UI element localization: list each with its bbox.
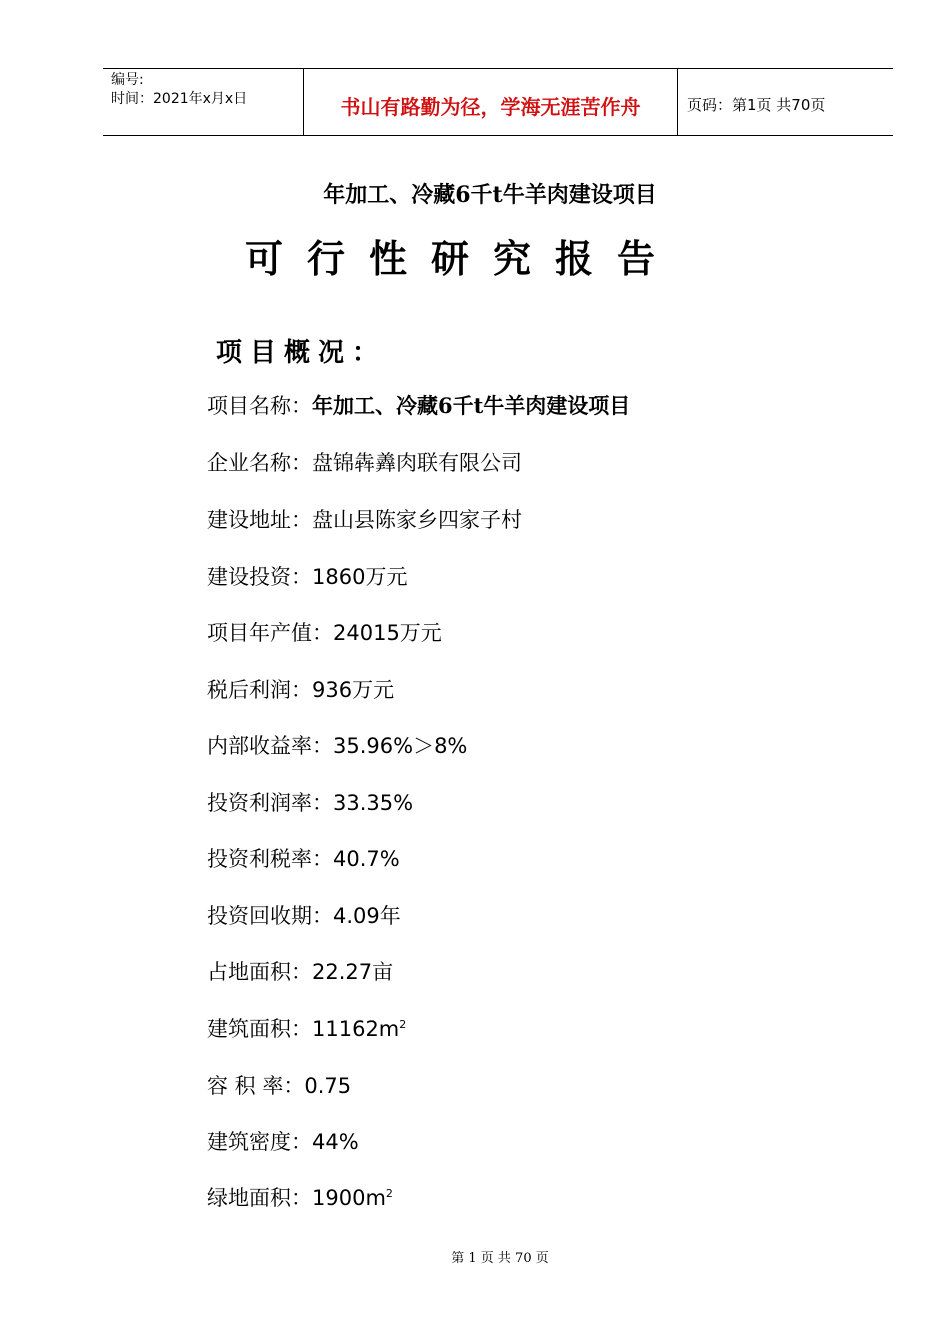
field-value: 35.96%＞8% <box>333 734 468 758</box>
field-label: 建设投资： <box>207 565 312 589</box>
document-time-label: 时间：2021年x月x日 <box>111 91 248 107</box>
field-company-name <box>207 448 522 478</box>
field-value: 936万元 <box>312 678 395 702</box>
field-label: 绿地面积： <box>207 1186 312 1210</box>
field-green-area <box>207 1183 393 1213</box>
report-title: 可行性研究报告 <box>244 237 679 281</box>
field-value: 44% <box>312 1130 359 1154</box>
field-label: 容 积 率： <box>207 1074 305 1098</box>
field-value: 1900m <box>312 1186 386 1210</box>
field-label: 项目年产值： <box>207 621 333 645</box>
field-profit-tax-rate <box>207 844 400 874</box>
field-unit-superscript: 2 <box>399 1018 407 1031</box>
field-building-density <box>207 1127 359 1157</box>
header-page-cell <box>678 69 893 135</box>
field-project-name <box>207 391 630 421</box>
field-net-profit <box>207 675 394 705</box>
document-number-label: 编号: <box>111 72 144 88</box>
field-value: 40.7% <box>333 847 400 871</box>
field-value: 22.27亩 <box>312 960 394 984</box>
field-annual-output <box>207 618 442 648</box>
field-value: 24015万元 <box>333 621 442 645</box>
field-payback-period <box>207 901 401 931</box>
field-label: 投资利税率： <box>207 847 333 871</box>
field-label: 项目名称： <box>207 394 312 418</box>
field-value: 4.09年 <box>333 904 401 928</box>
field-investment <box>207 562 407 592</box>
header-motto: 书山有路勤为径，学海无涯苦作舟 <box>340 95 641 119</box>
field-address <box>207 505 522 535</box>
project-subtitle: 年加工、冷藏6千t牛羊肉建设项目 <box>323 182 657 208</box>
field-building-area <box>207 1014 406 1044</box>
field-value: 11162m <box>312 1017 400 1041</box>
header-table <box>103 68 893 136</box>
page-code: 页码：第1页 共70页 <box>687 96 826 114</box>
field-value: 盘锦犇羴肉联有限公司 <box>312 451 522 475</box>
field-value: 盘山县陈家乡四家子村 <box>312 508 522 532</box>
header-info-cell <box>103 69 304 135</box>
field-value: 1860万元 <box>312 565 408 589</box>
field-value: 0.75 <box>304 1074 352 1098</box>
field-label: 投资利润率： <box>207 791 333 815</box>
field-roi <box>207 788 413 818</box>
header-motto-cell <box>304 69 678 135</box>
field-label: 占地面积： <box>207 960 312 984</box>
field-label: 企业名称： <box>207 451 312 475</box>
field-label: 建筑面积： <box>207 1017 312 1041</box>
field-label: 内部收益率： <box>207 734 333 758</box>
section-heading: 项目概况： <box>216 338 387 368</box>
field-unit-superscript: 2 <box>385 1187 393 1200</box>
field-irr <box>207 731 467 761</box>
field-label: 建设地址： <box>207 508 312 532</box>
field-label: 建筑密度： <box>207 1130 312 1154</box>
field-value: 33.35% <box>333 791 414 815</box>
page-footer: 第 1 页 共 70 页 <box>451 1251 549 1266</box>
field-label: 税后利润： <box>207 678 312 702</box>
field-plot-ratio <box>207 1071 351 1101</box>
field-value: 年加工、冷藏6千t牛羊肉建设项目 <box>312 393 631 418</box>
field-land-area <box>207 957 393 987</box>
field-label: 投资回收期： <box>207 904 333 928</box>
